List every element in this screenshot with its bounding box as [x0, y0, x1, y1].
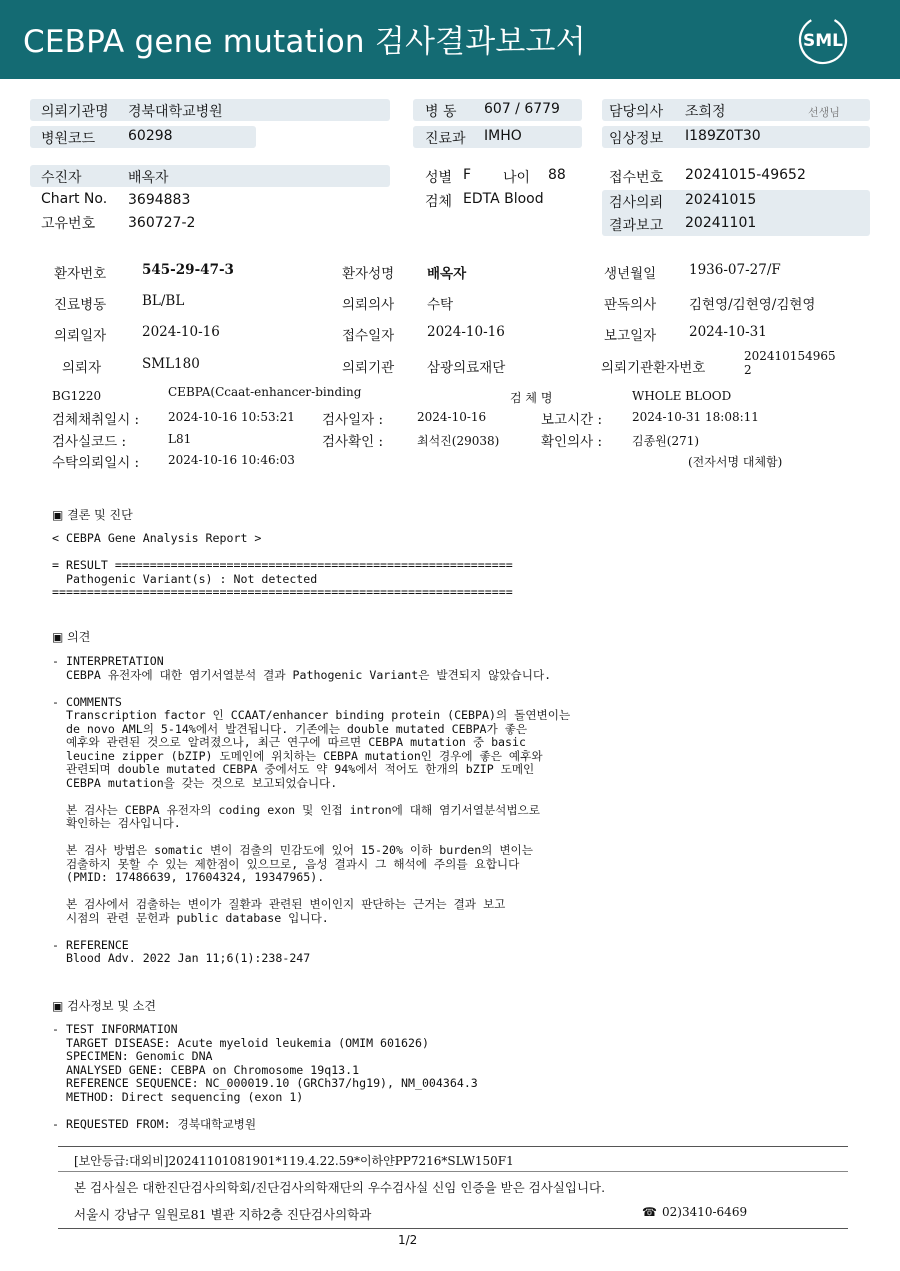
opinion-line	[52, 790, 570, 804]
pward-label: 진료병동	[54, 297, 107, 313]
request-date-label: 검사의뢰	[609, 195, 664, 211]
lab-code-value: L81	[168, 432, 192, 446]
specimen-value: EDTA Blood	[463, 191, 544, 207]
testinfo-line	[52, 1104, 478, 1118]
opinion-line: 본 검사에서 검출하는 변이가 질환과 관련된 변이인지 판단하는 근거는 결과 보고	[52, 897, 506, 911]
section-opinion-body	[52, 655, 570, 966]
chart-label: Chart No.	[41, 191, 108, 207]
report-date-label: 결과보고	[609, 218, 664, 234]
clinical-label: 임상정보	[609, 131, 664, 147]
report-title: CEBPA gene mutation 검사결과보고서	[23, 24, 586, 60]
unique-label: 고유번호	[41, 216, 96, 232]
conclusion-line: ==================================================================	[52, 585, 513, 599]
test-date-label: 검사일자 :	[322, 412, 384, 428]
confirm-label: 검사확인 :	[322, 434, 384, 450]
opinion-line: 확인하는 검사입니다.	[52, 816, 181, 830]
doctor-suffix: 선생님	[808, 106, 840, 119]
verify-value: 김종원(271)	[632, 434, 700, 448]
opinion-line: (PMID: 17486639, 17604324, 19347965).	[52, 870, 325, 884]
patient-box	[30, 165, 390, 187]
conclusion-line: < CEBPA Gene Analysis Report >	[52, 531, 262, 545]
req-inst-pid-value-1: 202410154965	[744, 349, 836, 363]
unique-value: 360727-2	[128, 215, 196, 231]
reading-label: 판독의사	[604, 297, 657, 313]
testinfo-line: - TEST INFORMATION	[52, 1022, 178, 1036]
pb-report-date-value: 2024-10-31	[689, 324, 767, 340]
recv-date-label: 접수일자	[342, 328, 395, 344]
page-number: 1/2	[398, 1233, 418, 1247]
consign-label: 수탁의뢰일시 :	[52, 455, 140, 471]
opinion-line: de novo AML의 5-14%에서 발견됩니다. 기존에는 double mutated CEBPA가 좋은	[52, 721, 528, 736]
name-value: 배옥자	[427, 266, 467, 282]
test-code: BG1220	[52, 389, 102, 403]
opinion-line	[52, 831, 570, 845]
opinion-line: CEBPA 유전자에 대한 염기서열분석 결과 Pathogenic Variant은 발견되지 않았습니다.	[52, 667, 552, 682]
security-line: [보안등급:대외비]20241101081901*119.4.22.59*이하얀PP7216*SLW150F1	[74, 1154, 514, 1168]
req-inst-pid-label: 의뢰기관환자번호	[601, 360, 706, 376]
recv-date-value: 2024-10-16	[427, 324, 505, 340]
dob-label: 생년월일	[604, 266, 657, 282]
phone-icon: ☎	[642, 1205, 657, 1219]
confirm-value: 최석진(29038)	[417, 434, 500, 448]
footer-rule-bottom	[58, 1228, 848, 1229]
specimen-label: 검체	[425, 194, 453, 210]
opinion-line	[52, 885, 570, 899]
req-date-label: 의뢰일자	[54, 328, 107, 344]
testinfo-line: - REQUESTED FROM: 경북대학교병원	[52, 1116, 257, 1131]
conclusion-line: Pathogenic Variant(s) : Not detected	[52, 571, 318, 586]
section-opinion-title: ▣ 의견	[52, 630, 91, 644]
conclusion-line	[52, 546, 513, 560]
testinfo-line: TARGET DISEASE: Acute myeloid leukemia (OMIM 601626)	[52, 1035, 429, 1050]
report-time-label: 보고시간 :	[541, 412, 603, 428]
opinion-line: 예후와 관련된 것으로 알려졌으나, 최근 연구에 따르면 CEBPA mutation 중 basic	[52, 735, 526, 749]
sex-value: F	[463, 167, 472, 183]
collect-value: 2024-10-16 10:53:21	[168, 410, 295, 424]
sex-label: 성별	[425, 170, 453, 186]
ward-label: 병 동	[425, 104, 457, 120]
opinion-line	[52, 682, 570, 696]
report-time-value: 2024-10-31 18:08:11	[632, 410, 759, 424]
ward-value: 607 / 6779	[484, 101, 560, 117]
testinfo-line: METHOD: Direct sequencing (exon 1)	[52, 1089, 304, 1104]
opinion-line: 검출하지 못할 수 있는 제한점이 있으므로, 음성 결과시 그 해석에 주의를 요합니다	[52, 856, 520, 871]
dept-value: IMHO	[484, 128, 522, 144]
pid-label: 환자번호	[54, 266, 107, 282]
clinical-value: I189Z0T30	[685, 128, 761, 144]
logo-text: SML	[803, 31, 843, 51]
footer-rule-top	[58, 1146, 848, 1147]
institution-label: 의뢰기관명	[41, 104, 109, 120]
institution-value: 경북대학교병원	[128, 104, 223, 120]
req-inst-value: 삼광의료재단	[427, 360, 506, 376]
consign-value: 2024-10-16 10:46:03	[168, 453, 295, 467]
req-inst-pid-value-2: 2	[744, 363, 752, 377]
req-inst-label: 의뢰기관	[342, 360, 395, 376]
receipt-value: 20241015-49652	[685, 167, 806, 183]
opinion-line: 본 검사는 CEBPA 유전자의 coding exon 및 인접 intron에 대해 염기서열분석법으로	[52, 802, 540, 817]
conclusion-line: = RESULT =========================================================	[52, 558, 513, 572]
lab-address: 서울시 강남구 일원로81 별관 지하2층 진단검사의학과	[74, 1207, 372, 1222]
opinion-line: - INTERPRETATION	[52, 654, 164, 668]
sml-logo	[796, 13, 850, 67]
section-testinfo-body	[52, 1023, 478, 1131]
dept-label: 진료과	[425, 131, 466, 147]
pb-report-date-label: 보고일자	[604, 328, 657, 344]
doctor-value: 조희정	[685, 104, 726, 120]
pid-value: 545-29-47-3	[142, 262, 234, 278]
testinfo-line: REFERENCE SEQUENCE: NC_000019.10 (GRCh37/hg19), NM_004364.3	[52, 1076, 478, 1090]
receipt-label: 접수번호	[609, 170, 664, 186]
test-specimen-label: 검 체 명	[510, 391, 553, 405]
section-conclusion-title: ▣ 결론 및 진단	[52, 508, 133, 522]
lab-phone: 02)3410-6469	[662, 1205, 748, 1219]
req-date-value: 2024-10-16	[142, 324, 220, 340]
esign-note: (전자서명 대체함)	[688, 455, 783, 469]
footer-rule-mid	[58, 1171, 848, 1172]
section-testinfo-title: ▣ 검사정보 및 소견	[52, 999, 156, 1013]
age-label: 나이	[503, 170, 531, 186]
patient-value: 배옥자	[128, 170, 169, 186]
pward-value: BL/BL	[142, 293, 185, 309]
request-date-value: 20241015	[685, 192, 757, 208]
lab-code-label: 검사실코드 :	[52, 434, 127, 450]
reading-value: 김현영/김현영/김현영	[689, 297, 816, 313]
opinion-line	[52, 925, 570, 939]
hospital-code-label: 병원코드	[41, 131, 96, 147]
req-doctor-value: 수탁	[427, 297, 454, 313]
requester-value: SML180	[142, 356, 200, 372]
opinion-line: 관련되며 double mutated CEBPA 중에서도 약 94%에서 적어도 한개의 bZIP 도메인	[52, 762, 535, 776]
opinion-line: - REFERENCE	[52, 937, 129, 952]
opinion-line: Blood Adv. 2022 Jan 11;6(1):238-247	[52, 951, 311, 965]
opinion-line: - COMMENTS	[52, 694, 122, 709]
testinfo-line: ANALYSED GENE: CEBPA on Chromosome 19q13.1	[52, 1062, 360, 1077]
testinfo-line: SPECIMEN: Genomic DNA	[52, 1049, 213, 1063]
test-name: CEBPA(Ccaat-enhancer-binding	[168, 385, 362, 399]
doctor-label: 담당의사	[609, 104, 664, 120]
verify-label: 확인의사 :	[541, 434, 603, 450]
patient-label: 수진자	[41, 170, 82, 186]
certification-note: 본 검사실은 대한진단검사의학회/진단검사의학재단의 우수검사실 신임 인증을 받은 검사실입니다.	[74, 1180, 606, 1195]
requester-label: 의뢰자	[62, 360, 102, 376]
hospital-code-value: 60298	[128, 128, 173, 144]
report-header	[0, 0, 900, 79]
test-specimen-value: WHOLE BLOOD	[632, 389, 732, 403]
age-value: 88	[548, 167, 566, 183]
opinion-line: leucine zipper (bZIP) 도메인에 위치하는 CEBPA mutation인 경우에 좋은 예후와	[52, 748, 543, 763]
dob-value: 1936-07-27/F	[689, 262, 781, 278]
name-label: 환자성명	[342, 266, 395, 282]
test-date-value: 2024-10-16	[417, 410, 487, 424]
opinion-line: 시점의 관련 문헌과 public database 입니다.	[52, 910, 329, 925]
report-date-value: 20241101	[685, 215, 757, 231]
req-doctor-label: 의뢰의사	[342, 297, 395, 313]
opinion-line: 본 검사 방법은 somatic 변이 검출의 민감도에 있어 15-20% 이하 burden의 변이는	[52, 843, 533, 857]
collect-label: 검체채취일시 :	[52, 412, 140, 428]
chart-value: 3694883	[128, 192, 191, 208]
section-conclusion-body	[52, 532, 513, 600]
opinion-line: Transcription factor 인 CCAAT/enhancer binding protein (CEBPA)의 돌연변이는	[52, 708, 571, 722]
opinion-line: CEBPA mutation을 갖는 것으로 보고되었습니다.	[52, 775, 338, 790]
